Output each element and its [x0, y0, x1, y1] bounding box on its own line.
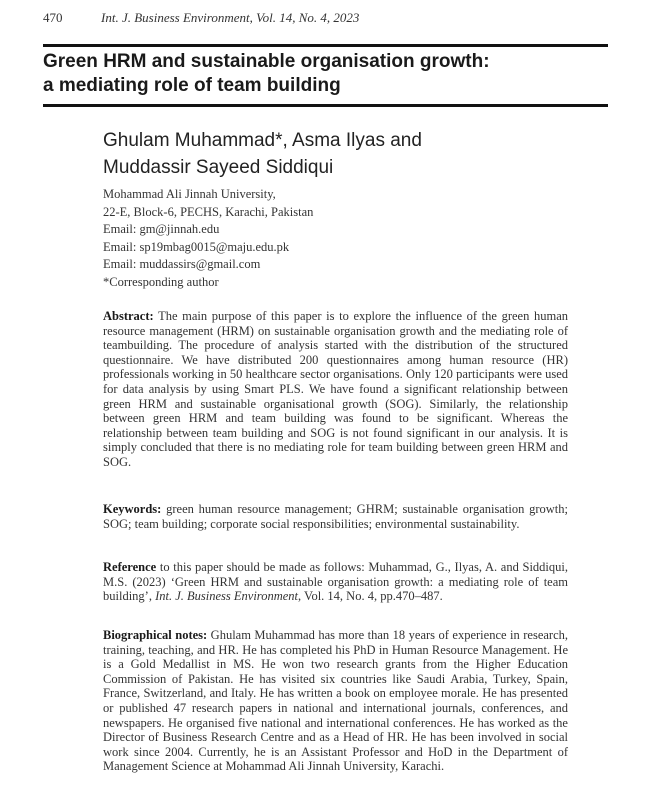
- author-list: [103, 127, 563, 181]
- bio-label: Biographical notes:: [103, 628, 208, 642]
- title-line-2: a mediating role of team building: [43, 75, 341, 96]
- page-number: 470: [43, 10, 63, 25]
- keywords: [103, 502, 568, 531]
- email-1: Email: gm@jinnah.edu: [103, 222, 220, 236]
- affiliation-block: [103, 186, 563, 291]
- abstract-label: Abstract:: [103, 309, 154, 323]
- abstract: [103, 309, 568, 470]
- paper-title: [43, 50, 608, 98]
- biographical-notes: [103, 628, 568, 774]
- abstract-text: The main purpose of this paper is to explore the influence of the green human resource management (HRM) on sustainable organisation growth and the mediating role of teambuilding. The procedure of analysis started with the distribution of the structured questionnaire. We have distributed 200 questionnaires among human resource (HR) professionals working in 50 healthcare sector organisations. Only 120 participants were used for data analysis by using Smart PLS. We have found a significant relationship between green HRM and sustainable organisational growth (SOG). Similarly, the relationship between green HRM and team building was found to be significant. Whereas the relationship between team building and SOG is not found significant in our analysis. It is simply concluded that there is no mediating role for team building between green HRM and SOG.: [103, 309, 568, 469]
- keywords-label: Keywords:: [103, 502, 162, 516]
- email-3: Email: muddassirs@gmail.com: [103, 257, 261, 271]
- bottom-rule: [43, 104, 608, 107]
- authors-line-2: Muddassir Sayeed Siddiqui: [103, 157, 334, 178]
- title-line-1: Green HRM and sustainable organisation growth:: [43, 51, 490, 72]
- corresponding-author-note: *Corresponding author: [103, 274, 219, 289]
- reference-label: Reference: [103, 560, 157, 574]
- address: 22-E, Block-6, PECHS, Karachi, Pakistan: [103, 204, 314, 219]
- institution: Mohammad Ali Jinnah University,: [103, 187, 276, 201]
- email-2: Email: sp19mbag0015@maju.edu.pk: [103, 239, 290, 254]
- authors-line-1: Ghulam Muhammad*, Asma Ilyas and: [103, 130, 422, 151]
- top-rule: [43, 44, 608, 47]
- running-head: [43, 10, 359, 26]
- reference-text-after: , Vol. 14, No. 4, pp.470–487.: [298, 589, 443, 604]
- reference: [103, 560, 568, 604]
- journal-citation: Int. J. Business Environment, Vol. 14, No. 4, 2023: [101, 10, 360, 25]
- reference-journal: Int. J. Business Environment: [155, 589, 299, 604]
- reference-text-before: to this paper should be made as follows: Muhammad, G., Ilyas, A. and Siddiqui, M.S. (2023) ‘Green HRM and sustainable organisation growth: a mediating role of team building’,: [103, 560, 568, 604]
- keywords-text: green human resource management; GHRM; sustainable organisation growth; SOG; team building; corporate social responsibilities; environmental sustainability.: [103, 502, 568, 531]
- bio-text: Ghulam Muhammad has more than 18 years of experience in research, training, teaching, and HR. He has completed his PhD in Human Resource Management. He is a Gold Medallist in MS. He won two research grants from the Higher Education Commission of Pakistan. He has visited six countries like Saudi Arabia, Turkey, Spain, France, Switzerland, and Italy. He has written a book on employee morale. He has presented or published 47 research papers in national and international journals, conferences, and newspapers. He organised five national and international conferences. He has worked as the Director of Business Research Centre and as a Head of HR. He has been involved in social work since 2004. Currently, he is an Assistant Professor and HoD in the Department of Management Science at Mohammad Ali Jinnah University, Karachi.: [103, 628, 568, 774]
